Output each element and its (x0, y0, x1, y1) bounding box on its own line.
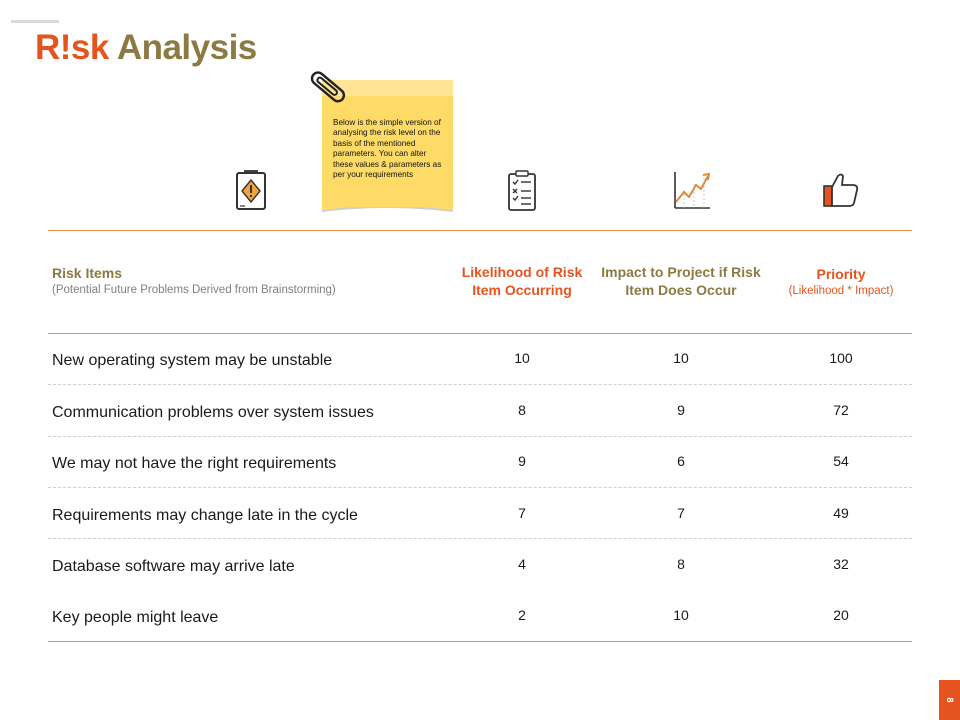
paperclip-icon (306, 62, 354, 110)
row-likelihood: 4 (518, 556, 526, 572)
row-priority: 72 (833, 402, 849, 418)
table-header-rule (48, 333, 912, 334)
row-likelihood: 9 (518, 453, 526, 469)
table-row (48, 556, 912, 578)
row-impact: 6 (677, 453, 685, 469)
table-bottom-rule (48, 641, 912, 642)
row-priority: 100 (829, 350, 853, 366)
row-risk-item: New operating system may be unstable (52, 352, 333, 369)
table-top-rule (48, 230, 912, 231)
header-risk-items (52, 265, 336, 296)
sticky-note-text: Below is the simple version of analysing the risk level on the basis of the mentioned parameters. You can alter these values & parameters as per your requirements (333, 118, 442, 180)
title-part-risk: R!sk (35, 28, 109, 67)
row-likelihood: 8 (518, 402, 526, 418)
header-priority-sub: (Likelihood * Impact) (788, 285, 894, 297)
header-likelihood (452, 263, 592, 299)
row-impact: 10 (673, 350, 689, 366)
header-impact-line2: Item Does Occur (625, 282, 737, 298)
table-row (48, 607, 912, 629)
title-part-analysis: Analysis (116, 28, 257, 67)
row-likelihood: 10 (514, 350, 530, 366)
table-row (48, 402, 912, 424)
row-impact: 8 (677, 556, 685, 572)
header-risk-items-label: Risk Items (52, 265, 123, 281)
table-row (48, 453, 912, 475)
header-priority (770, 265, 912, 298)
table-row (48, 350, 912, 372)
warning-sign-board-icon (234, 168, 268, 214)
row-impact: 7 (677, 505, 685, 521)
row-divider (48, 538, 912, 539)
checklist-clipboard-icon (506, 170, 538, 212)
thumbs-up-icon (822, 172, 860, 208)
row-risk-item: We may not have the right requirements (52, 455, 337, 472)
row-divider (48, 487, 912, 488)
row-impact: 9 (677, 402, 685, 418)
row-likelihood: 2 (518, 607, 526, 623)
page-number: 8 (944, 697, 955, 703)
row-priority: 32 (833, 556, 849, 572)
row-likelihood: 7 (518, 505, 526, 521)
row-impact: 10 (673, 607, 689, 623)
header-priority-label: Priority (816, 266, 866, 282)
sticky-note-curl (322, 207, 453, 217)
row-priority: 20 (833, 607, 849, 623)
row-divider (48, 384, 912, 385)
page-title (35, 28, 257, 68)
row-priority: 49 (833, 505, 849, 521)
page-number-badge (939, 680, 960, 720)
row-priority: 54 (833, 453, 849, 469)
row-divider (48, 436, 912, 437)
growth-chart-icon (672, 170, 712, 212)
row-risk-item: Requirements may change late in the cycle (52, 507, 358, 524)
row-risk-item: Communication problems over system issues (52, 404, 374, 421)
row-risk-item: Key people might leave (52, 609, 219, 626)
table-row (48, 505, 912, 527)
header-likelihood-line2: Item Occurring (472, 282, 572, 298)
header-risk-items-sub: (Potential Future Problems Derived from Brainstorming) (52, 284, 336, 296)
header-likelihood-line1: Likelihood of Risk (461, 264, 583, 280)
header-impact (594, 263, 768, 299)
header-impact-line1: Impact to Project if Risk (601, 264, 761, 280)
top-accent-rule (11, 20, 59, 23)
row-risk-item: Database software may arrive late (52, 558, 295, 575)
